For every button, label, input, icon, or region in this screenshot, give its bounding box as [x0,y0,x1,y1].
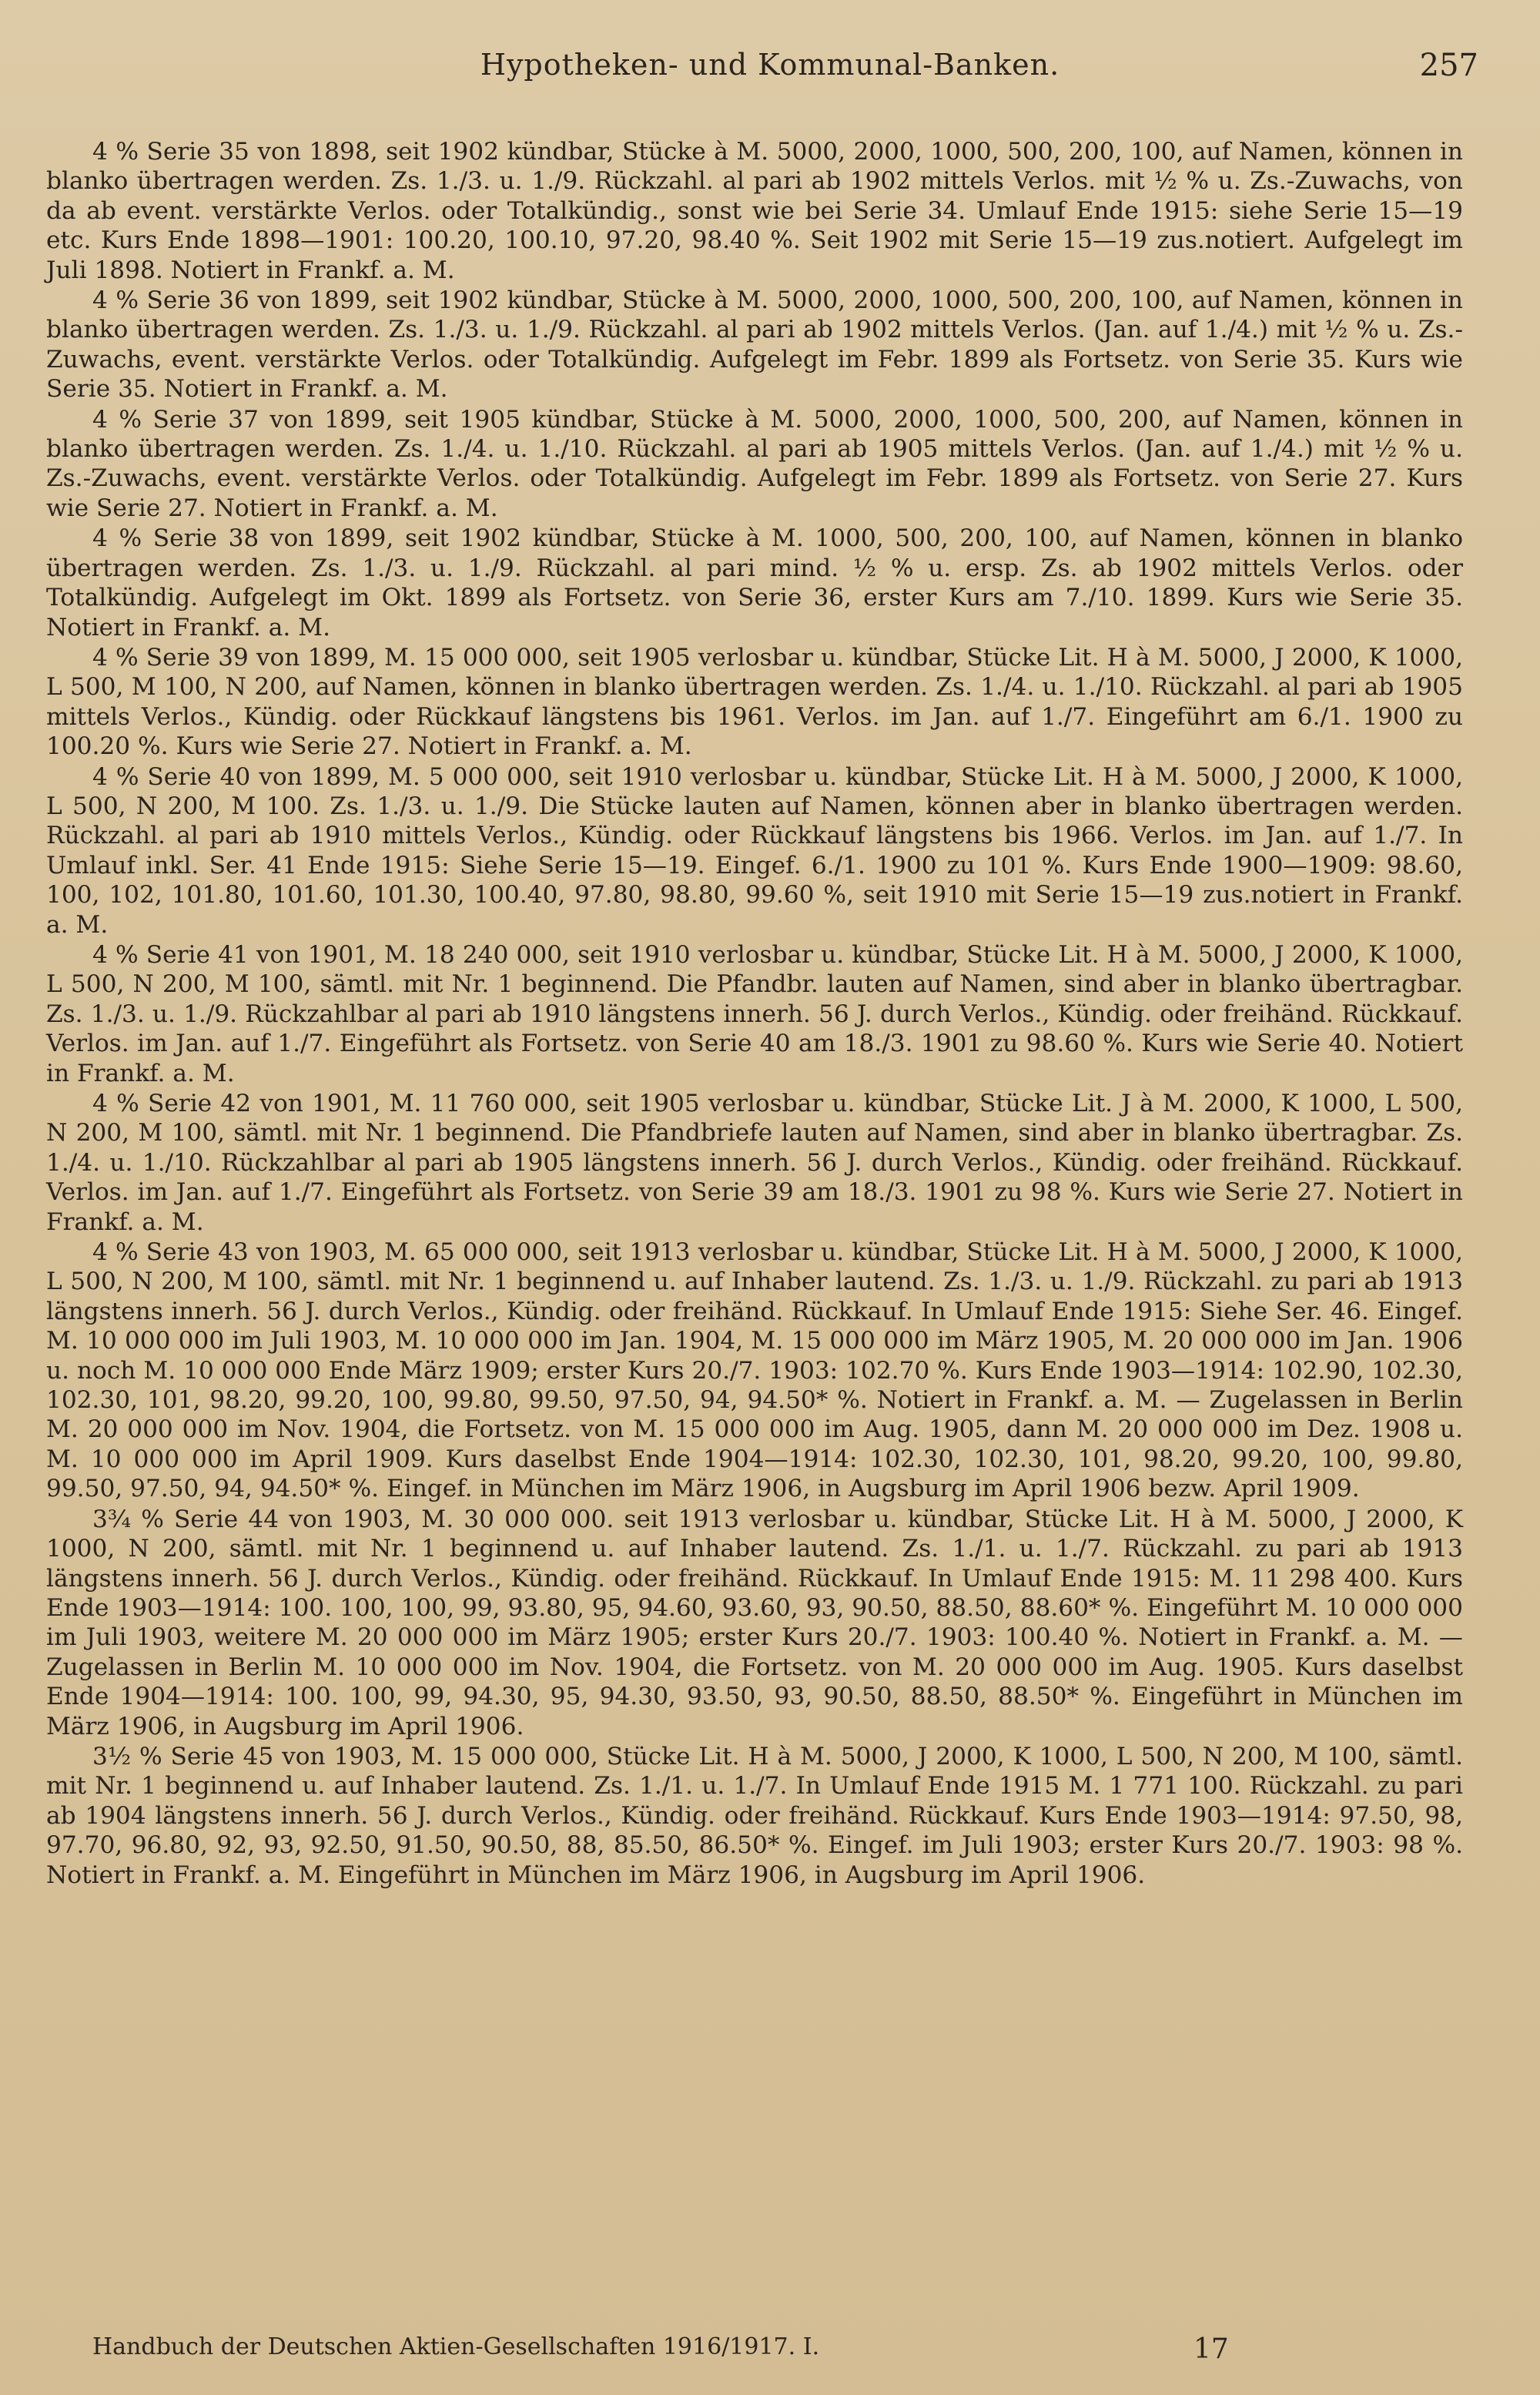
sheet-number: 17 [1194,2333,1229,2365]
paragraph-serie-45: 3½ % Serie 45 von 1903, M. 15 000 000, Stücke Lit. H à M. 5000, J 2000, K 1000, L 500, N 200, M 100, sämtl. mit Nr. 1 beginnend u. auf Inhaber lautend. Zs. 1./1. u. 1./7. In Umlauf Ende 1915 M. 1 771 100. Rückzahl. zu pari ab 1904 längstens innerh. 56 J. durch Verlos., Kündig. oder freihänd. Rückkauf. Kurs Ende 1903—1914: 97.50, 98, 97.70, 96.80, 92, 93, 92.50, 91.50, 90.50, 88, 85.50, 86.50* %. Eingef. im Juli 1903; erster Kurs 20./7. 1903: 98 %. Notiert in Frankf. a. M. Eingeführt in München im März 1906, in Augsburg im April 1906. [46,1742,1463,1889]
paragraph-serie-41: 4 % Serie 41 von 1901, M. 18 240 000, seit 1910 verlosbar u. kündbar, Stücke Lit. H à M. 5000, J 2000, K 1000, L 500, N 200, M 100, sämtl. mit Nr. 1 beginnend. Die Pfandbr. lauten auf Namen, sind aber in blanko übertragbar. Zs. 1./3. u. 1./9. Rückzahlbar al pari ab 1910 längstens innerh. 56 J. durch Verlos., Kündig. oder freihänd. Rückkauf. Verlos. im Jan. auf 1./7. Eingeführt als Fortsetz. von Serie 40 am 18./3. 1901 zu 98.60 %. Kurs wie Serie 40. Notiert in Frankf. a. M. [46,940,1463,1087]
page-number: 257 [1419,48,1478,83]
paragraph-serie-35: 4 % Serie 35 von 1898, seit 1902 kündbar, Stücke à M. 5000, 2000, 1000, 500, 200, 100, auf Namen, können in blanko übertragen werden. Zs. 1./3. u. 1./9. Rückzahl. al pari ab 1902 mittels Verlos. mit ½ % u. Zs.-Zuwachs, von da ab event. verstärkte Verlos. oder Totalkündig., sonst wie bei Serie 34. Umlauf Ende 1915: siehe Serie 15—19 etc. Kurs Ende 1898—1901: 100.20, 100.10, 97.20, 98.40 %. Seit 1902 mit Serie 15—19 zus.notiert. Aufgelegt im Juli 1898. Notiert in Frankf. a. M. [46,138,1463,284]
paragraph-serie-43: 4 % Serie 43 von 1903, M. 65 000 000, seit 1913 verlosbar u. kündbar, Stücke Lit. H à M. 5000, J 2000, K 1000, L 500, N 200, M 100, sämtl. mit Nr. 1 beginnend u. auf Inhaber lautend. Zs. 1./3. u. 1./9. Rückzahl. zu pari ab 1913 längstens innerh. 56 J. durch Verlos., Kündig. oder freihänd. Rückkauf. In Umlauf Ende 1915: Siehe Ser. 46. Eingef. M. 10 000 000 im Juli 1903, M. 10 000 000 im Jan. 1904, M. 15 000 000 im März 1905, M. 20 000 000 im Jan. 1906 u. noch M. 10 000 000 Ende März 1909; erster Kurs 20./7. 1903: 102.70 %. Kurs Ende 1903—1914: 102.90, 102.30, 102.30, 101, 98.20, 99.20, 100, 99.80, 99.50, 97.50, 94, 94.50* %. Notiert in Frankf. a. M. — Zugelassen in Berlin M. 20 000 000 im Nov. 1904, die Fortsetz. von M. 15 000 000 im Aug. 1905, dann M. 20 000 000 im Dez. 1908 u. M. 10 000 000 im April 1909. Kurs daselbst Ende 1904—1914: 102.30, 102.30, 101, 98.20, 99.20, 100, 99.80, 99.50, 97.50, 94, 94.50* %. Eingef. in München im März 1906, in Augsburg im April 1906 bezw. April 1909. [46,1238,1463,1503]
paragraph-serie-39: 4 % Serie 39 von 1899, M. 15 000 000, seit 1905 verlosbar u. kündbar, Stücke Lit. H à M. 5000, J 2000, K 1000, L 500, M 100, N 200, auf Namen, können in blanko übertragen werden. Zs. 1./4. u. 1./10. Rückzahl. al pari ab 1905 mittels Verlos., Kündig. oder Rückkauf längstens bis 1961. Verlos. im Jan. auf 1./7. Eingeführt am 6./1. 1900 zu 100.20 %. Kurs wie Serie 27. Notiert in Frankf. a. M. [46,643,1463,761]
paragraph-serie-37: 4 % Serie 37 von 1899, seit 1905 kündbar, Stücke à M. 5000, 2000, 1000, 500, 200, auf Namen, können in blanko übertragen werden. Zs. 1./4. u. 1./10. Rückzahl. al pari ab 1905 mittels Verlos. (Jan. auf 1./4.) mit ½ % u. Zs.-Zuwachs, event. verstärkte Verlos. oder Totalkündig. Aufgelegt im Febr. 1899 als Fortsetz. von Serie 27. Kurs wie Serie 27. Notiert in Frankf. a. M. [46,405,1463,522]
footer-source: Handbuch der Deutschen Aktien-Gesellschaften 1916/1917. I. [92,2333,820,2360]
body-text [46,137,1463,1891]
running-header [46,48,1494,102]
paragraph-serie-44: 3¾ % Serie 44 von 1903, M. 30 000 000. seit 1913 verlosbar u. kündbar, Stücke Lit. H à M. 5000, J 2000, K 1000, N 200, sämtl. mit Nr. 1 beginnend u. auf Inhaber lautend. Zs. 1./1. u. 1./7. Rückzahl. zu pari ab 1913 längstens innerh. 56 J. durch Verlos., Kündig. oder freihänd. Rückkauf. In Umlauf Ende 1915: M. 11 298 400. Kurs Ende 1903—1914: 100. 100, 100, 99, 93.80, 95, 94.60, 93.60, 93, 90.50, 88.50, 88.60* %. Eingeführt M. 10 000 000 im Juli 1903, weitere M. 20 000 000 im März 1905; erster Kurs 20./7. 1903: 100.40 %. Notiert in Frankf. a. M. — Zugelassen in Berlin M. 10 000 000 im Nov. 1904, die Fortsetz. von M. 20 000 000 im Aug. 1905. Kurs daselbst Ende 1904—1914: 100. 100, 99, 94.30, 95, 94.30, 93.50, 93, 90.50, 88.50, 88.50* %. Eingeführt in München im März 1906, in Augsburg im April 1906. [46,1505,1463,1740]
page-title: Hypotheken- und Kommunal-Banken. [480,48,1060,82]
page-footer [92,2333,1494,2372]
paragraph-serie-40: 4 % Serie 40 von 1899, M. 5 000 000, seit 1910 verlosbar u. kündbar, Stücke Lit. H à M. 5000, J 2000, K 1000, L 500, N 200, M 100. Zs. 1./3. u. 1./9. Die Stücke lauten auf Namen, können aber in blanko übertragen werden. Rückzahl. al pari ab 1910 mittels Verlos., Kündig. oder Rückkauf längstens bis 1966. Verlos. im Jan. auf 1./7. In Umlauf inkl. Ser. 41 Ende 1915: Siehe Serie 15—19. Eingef. 6./1. 1900 zu 101 %. Kurs Ende 1900—1909: 98.60, 100, 102, 101.80, 101.60, 101.30, 100.40, 97.80, 98.80, 99.60 %, seit 1910 mit Serie 15—19 zus.notiert in Frankf. a. M. [46,762,1463,939]
paragraph-serie-42: 4 % Serie 42 von 1901, M. 11 760 000, seit 1905 verlosbar u. kündbar, Stücke Lit. J à M. 2000, K 1000, L 500, N 200, M 100, sämtl. mit Nr. 1 beginnend. Die Pfandbriefe lauten auf Namen, sind aber in blanko übertragbar. Zs. 1./4. u. 1./10. Rückzahlbar al pari ab 1905 längstens innerh. 56 J. durch Verlos., Kündig. oder freihänd. Rückkauf. Verlos. im Jan. auf 1./7. Eingeführt als Fortsetz. von Serie 39 am 18./3. 1901 zu 98 %. Kurs wie Serie 27. Notiert in Frankf. a. M. [46,1090,1463,1236]
paragraph-serie-38: 4 % Serie 38 von 1899, seit 1902 kündbar, Stücke à M. 1000, 500, 200, 100, auf Namen, können in blanko übertragen werden. Zs. 1./3. u. 1./9. Rückzahl. al pari mind. ½ % u. ersp. Zs. ab 1902 mittels Verlos. oder Totalkündig. Aufgelegt im Okt. 1899 als Fortsetz. von Serie 36, erster Kurs am 7./10. 1899. Kurs wie Serie 35. Notiert in Frankf. a. M. [46,524,1463,641]
paragraph-serie-36: 4 % Serie 36 von 1899, seit 1902 kündbar, Stücke à M. 5000, 2000, 1000, 500, 200, 100, auf Namen, können in blanko übertragen werden. Zs. 1./3. u. 1./9. Rückzahl. al pari ab 1902 mittels Verlos. (Jan. auf 1./4.) mit ½ % u. Zs.-Zuwachs, event. verstärkte Verlos. oder Totalkündig. Aufgelegt im Febr. 1899 als Fortsetz. von Serie 35. Kurs wie Serie 35. Notiert in Frankf. a. M. [46,286,1463,404]
